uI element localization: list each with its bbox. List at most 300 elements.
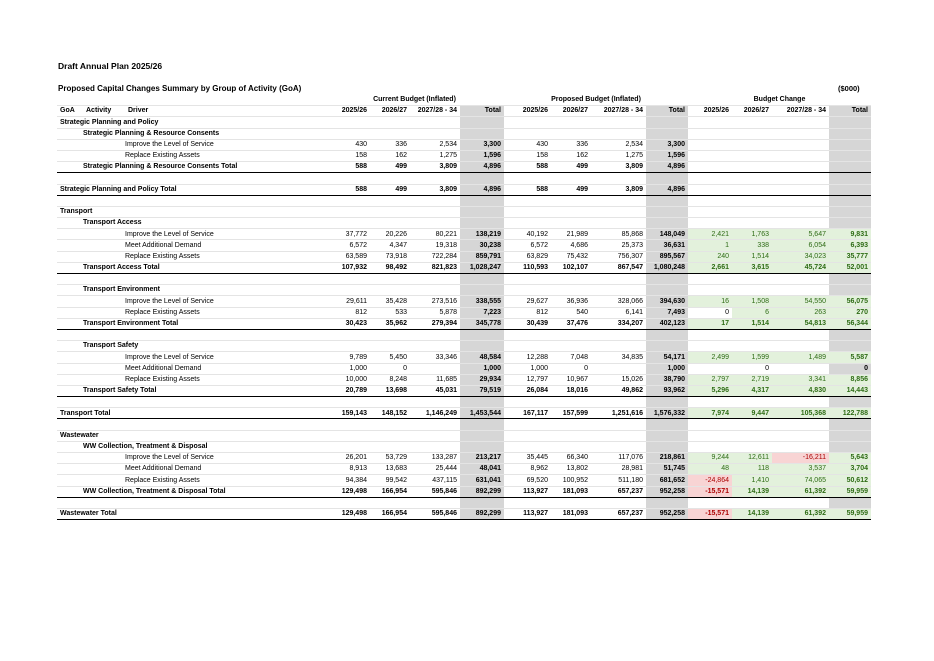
empty-cell — [829, 117, 871, 128]
empty-cell — [325, 341, 370, 352]
blank-row — [57, 274, 871, 285]
current-budget-cell: 533 — [370, 307, 410, 318]
goa-total-row — [57, 184, 871, 195]
budget-change-cell — [732, 162, 772, 173]
budget-change-cell — [688, 139, 732, 150]
current-budget-cell: 1,028,247 — [460, 262, 504, 273]
empty-cell — [732, 117, 772, 128]
empty-cell — [325, 397, 370, 408]
proposed-budget-cell: 4,896 — [646, 184, 688, 195]
budget-change-cell: 2,421 — [688, 229, 732, 240]
empty-cell — [732, 329, 772, 340]
column-header: Activity — [83, 106, 125, 117]
empty-cell — [688, 441, 732, 452]
group-header-row — [57, 95, 871, 106]
current-budget-cell: 3,300 — [460, 139, 504, 150]
budget-change-cell: 5,296 — [688, 385, 732, 396]
proposed-budget-cell: 167,117 — [504, 408, 551, 419]
row-label: Transport Environment Total — [57, 318, 325, 329]
empty-cell — [370, 195, 410, 206]
proposed-budget-cell: 18,016 — [551, 385, 591, 396]
proposed-budget-cell: 681,652 — [646, 475, 688, 486]
budget-change-cell: 9,831 — [829, 229, 871, 240]
goa-row — [57, 206, 871, 217]
proposed-budget-cell: 1,251,616 — [591, 408, 646, 419]
proposed-budget-cell: 54,171 — [646, 352, 688, 363]
proposed-budget-cell: 657,237 — [591, 486, 646, 497]
empty-cell — [325, 195, 370, 206]
empty-cell — [688, 195, 732, 206]
capital-changes-table — [57, 95, 871, 520]
proposed-budget-cell: 49,862 — [591, 385, 646, 396]
empty-cell — [591, 173, 646, 184]
current-budget-cell: 53,729 — [370, 453, 410, 464]
empty-cell — [57, 173, 83, 184]
empty-cell — [688, 173, 732, 184]
empty-cell — [460, 285, 504, 296]
empty-cell — [83, 274, 125, 285]
budget-change-cell: 4,317 — [732, 385, 772, 396]
empty-cell — [646, 218, 688, 229]
empty-cell — [829, 497, 871, 508]
empty-cell — [410, 274, 460, 285]
budget-change-cell: 338 — [732, 240, 772, 251]
activity-label: Transport Safety — [57, 341, 325, 352]
row-label: Improve the Level of Service — [57, 296, 325, 307]
empty-cell — [460, 341, 504, 352]
empty-cell — [591, 329, 646, 340]
goa-row — [57, 430, 871, 441]
empty-cell — [646, 195, 688, 206]
row-label: Meet Additional Demand — [57, 240, 325, 251]
budget-change-cell: 59,959 — [829, 486, 871, 497]
current-budget-cell: 5,450 — [370, 352, 410, 363]
budget-change-cell: 17 — [688, 318, 732, 329]
empty-cell — [504, 128, 551, 139]
report-subtitle: Proposed Capital Changes Summary by Group of Activity (GoA) — [58, 84, 302, 93]
empty-cell — [732, 173, 772, 184]
activity-total-row — [57, 385, 871, 396]
empty-cell — [504, 173, 551, 184]
proposed-budget-cell: 29,627 — [504, 296, 551, 307]
empty-cell — [646, 341, 688, 352]
current-budget-cell: 6,572 — [325, 240, 370, 251]
budget-change-cell: 54,813 — [772, 318, 829, 329]
row-label: Transport Safety Total — [57, 385, 325, 396]
column-header: 2026/27 — [370, 106, 410, 117]
empty-cell — [370, 430, 410, 441]
empty-cell — [83, 329, 125, 340]
empty-cell — [83, 397, 125, 408]
budget-change-cell: 1,514 — [732, 318, 772, 329]
empty-cell — [829, 128, 871, 139]
current-budget-cell: 279,394 — [410, 318, 460, 329]
budget-change-cell — [772, 162, 829, 173]
budget-change-cell: 1,508 — [732, 296, 772, 307]
current-budget-cell: 166,954 — [370, 508, 410, 519]
empty-cell — [688, 397, 732, 408]
column-header-row — [57, 106, 871, 117]
empty-cell — [83, 173, 125, 184]
current-budget-cell: 7,223 — [460, 307, 504, 318]
budget-change-cell: 9,244 — [688, 453, 732, 464]
empty-cell — [732, 285, 772, 296]
empty-cell — [551, 329, 591, 340]
budget-change-cell: 52,001 — [829, 262, 871, 273]
proposed-budget-cell: 499 — [551, 184, 591, 195]
budget-change-cell — [688, 150, 732, 161]
driver-row — [57, 139, 871, 150]
proposed-budget-cell: 113,927 — [504, 486, 551, 497]
empty-cell — [772, 497, 829, 508]
proposed-budget-cell: 66,340 — [551, 453, 591, 464]
budget-change-cell: 105,368 — [772, 408, 829, 419]
empty-cell — [504, 397, 551, 408]
proposed-budget-cell: 511,180 — [591, 475, 646, 486]
budget-change-cell: 56,344 — [829, 318, 871, 329]
budget-change-cell: 118 — [732, 464, 772, 475]
current-budget-cell: 1,146,249 — [410, 408, 460, 419]
budget-change-cell: 3,704 — [829, 464, 871, 475]
empty-cell — [325, 206, 370, 217]
driver-row — [57, 374, 871, 385]
proposed-budget-cell: 69,520 — [504, 475, 551, 486]
current-budget-cell: 1,000 — [460, 363, 504, 374]
proposed-budget-cell: 7,048 — [551, 352, 591, 363]
current-budget-cell: 98,492 — [370, 262, 410, 273]
empty-cell — [772, 397, 829, 408]
current-budget-cell: 9,789 — [325, 352, 370, 363]
activity-label: WW Collection, Treatment & Disposal — [57, 441, 325, 452]
proposed-budget-cell: 37,476 — [551, 318, 591, 329]
empty-cell — [551, 206, 591, 217]
budget-change-cell: 1,514 — [732, 251, 772, 262]
goa-label: Wastewater — [57, 430, 325, 441]
budget-change-cell: 263 — [772, 307, 829, 318]
empty-cell — [591, 218, 646, 229]
current-budget-cell: 3,809 — [410, 162, 460, 173]
empty-cell — [829, 430, 871, 441]
activity-total-row — [57, 262, 871, 273]
budget-change-cell: 0 — [688, 307, 732, 318]
proposed-budget-cell — [591, 363, 646, 374]
current-budget-cell: 26,201 — [325, 453, 370, 464]
proposed-budget-cell: 895,567 — [646, 251, 688, 262]
column-header: 2025/26 — [688, 106, 732, 117]
column-header: Total — [646, 106, 688, 117]
empty-cell — [772, 206, 829, 217]
empty-cell — [57, 497, 83, 508]
proposed-budget-cell: 4,896 — [646, 162, 688, 173]
budget-change-cell: 4,830 — [772, 385, 829, 396]
current-budget-cell: 129,498 — [325, 486, 370, 497]
empty-cell — [591, 195, 646, 206]
budget-change-cell: 5,647 — [772, 229, 829, 240]
activity-total-row — [57, 318, 871, 329]
proposed-budget-cell: 28,981 — [591, 464, 646, 475]
proposed-budget-cell: 657,237 — [591, 508, 646, 519]
budget-change-cell: 2,499 — [688, 352, 732, 363]
driver-row — [57, 251, 871, 262]
empty-cell — [504, 218, 551, 229]
empty-cell — [646, 117, 688, 128]
empty-cell — [688, 128, 732, 139]
row-label: Replace Existing Assets — [57, 307, 325, 318]
current-budget-cell: 2,534 — [410, 139, 460, 150]
empty-cell — [688, 218, 732, 229]
activity-total-row — [57, 486, 871, 497]
units-label: ($000) — [838, 84, 860, 93]
current-budget-cell: 45,031 — [410, 385, 460, 396]
budget-change-cell: 5,643 — [829, 453, 871, 464]
empty-cell — [772, 419, 829, 430]
empty-cell — [325, 430, 370, 441]
activity-label: Strategic Planning & Resource Consents — [57, 128, 325, 139]
empty-cell — [504, 329, 551, 340]
proposed-budget-cell: 4,686 — [551, 240, 591, 251]
empty-cell — [551, 497, 591, 508]
empty-cell — [125, 329, 325, 340]
current-budget-cell: 437,115 — [410, 475, 460, 486]
proposed-budget-cell: 34,835 — [591, 352, 646, 363]
current-budget-cell: 10,000 — [325, 374, 370, 385]
empty-cell — [688, 206, 732, 217]
empty-cell — [772, 117, 829, 128]
empty-cell — [732, 397, 772, 408]
current-budget-cell: 892,299 — [460, 486, 504, 497]
empty-cell — [410, 341, 460, 352]
proposed-budget-cell: 588 — [504, 184, 551, 195]
current-budget-cell: 37,772 — [325, 229, 370, 240]
empty-cell — [504, 341, 551, 352]
empty-cell — [772, 128, 829, 139]
proposed-budget-cell: 100,952 — [551, 475, 591, 486]
empty-cell — [370, 206, 410, 217]
budget-change-cell: 5,587 — [829, 352, 871, 363]
column-header: 2027/28 - 34 — [410, 106, 460, 117]
column-header: 2025/26 — [325, 106, 370, 117]
proposed-budget-cell: 30,439 — [504, 318, 551, 329]
activity-row — [57, 341, 871, 352]
proposed-budget-cell: 3,809 — [591, 162, 646, 173]
row-label: Meet Additional Demand — [57, 464, 325, 475]
proposed-budget-cell: 328,066 — [591, 296, 646, 307]
proposed-budget-cell: 1,576,332 — [646, 408, 688, 419]
budget-change-cell: 6,054 — [772, 240, 829, 251]
current-budget-cell: 11,685 — [410, 374, 460, 385]
current-budget-cell: 94,384 — [325, 475, 370, 486]
driver-row — [57, 296, 871, 307]
empty-cell — [370, 397, 410, 408]
current-budget-cell: 63,589 — [325, 251, 370, 262]
proposed-budget-cell: 588 — [504, 162, 551, 173]
budget-change-cell: -15,571 — [688, 508, 732, 519]
current-budget-cell: 273,516 — [410, 296, 460, 307]
empty-cell — [829, 206, 871, 217]
budget-change-cell — [772, 150, 829, 161]
empty-cell — [410, 441, 460, 452]
empty-cell — [732, 218, 772, 229]
proposed-budget-cell: 15,026 — [591, 374, 646, 385]
empty-cell — [688, 274, 732, 285]
empty-cell — [410, 206, 460, 217]
activity-label: Transport Environment — [57, 285, 325, 296]
empty-cell — [732, 274, 772, 285]
current-budget-cell: 4,347 — [370, 240, 410, 251]
empty-cell — [688, 497, 732, 508]
empty-cell — [829, 218, 871, 229]
current-budget-cell: 33,346 — [410, 352, 460, 363]
empty-cell — [688, 419, 732, 430]
empty-cell — [551, 117, 591, 128]
blank-row — [57, 195, 871, 206]
empty-cell — [591, 206, 646, 217]
budget-change-cell — [732, 150, 772, 161]
empty-cell — [688, 430, 732, 441]
current-budget-cell: 162 — [370, 150, 410, 161]
empty-cell — [410, 430, 460, 441]
current-budget-cell: 29,934 — [460, 374, 504, 385]
proposed-budget-cell: 394,630 — [646, 296, 688, 307]
empty-cell — [370, 497, 410, 508]
empty-cell — [460, 128, 504, 139]
current-budget-cell: 5,878 — [410, 307, 460, 318]
empty-cell — [591, 117, 646, 128]
row-label: Strategic Planning & Resource Consents Total — [57, 162, 325, 173]
empty-cell — [460, 419, 504, 430]
budget-change-cell: 14,139 — [732, 486, 772, 497]
budget-change-cell: 1,599 — [732, 352, 772, 363]
current-budget-cell: 13,698 — [370, 385, 410, 396]
proposed-budget-cell: 867,547 — [591, 262, 646, 273]
proposed-budget-cell: 13,802 — [551, 464, 591, 475]
driver-row — [57, 464, 871, 475]
budget-change-cell: 6 — [732, 307, 772, 318]
budget-change-cell — [772, 139, 829, 150]
empty-cell — [410, 397, 460, 408]
proposed-budget-cell: 2,534 — [591, 139, 646, 150]
budget-change-cell: 34,023 — [772, 251, 829, 262]
current-budget-cell: 20,789 — [325, 385, 370, 396]
goa-row — [57, 117, 871, 128]
proposed-budget-cell: 540 — [551, 307, 591, 318]
proposed-budget-cell: 85,868 — [591, 229, 646, 240]
budget-change-cell: 12,611 — [732, 453, 772, 464]
proposed-budget-cell: 6,572 — [504, 240, 551, 251]
column-header: 2027/28 - 34 — [591, 106, 646, 117]
row-label: Meet Additional Demand — [57, 363, 325, 374]
current-budget-cell: 0 — [370, 363, 410, 374]
empty-cell — [732, 441, 772, 452]
activity-row — [57, 441, 871, 452]
proposed-budget-cell: 334,207 — [591, 318, 646, 329]
budget-change-cell: 9,447 — [732, 408, 772, 419]
empty-cell — [504, 441, 551, 452]
empty-cell — [370, 274, 410, 285]
current-budget-cell: 159,143 — [325, 408, 370, 419]
empty-cell — [460, 117, 504, 128]
proposed-budget-cell: 148,049 — [646, 229, 688, 240]
current-budget-cell: 148,152 — [370, 408, 410, 419]
empty-cell — [370, 341, 410, 352]
budget-change-header: Budget Change — [688, 95, 871, 106]
row-label: Replace Existing Assets — [57, 475, 325, 486]
budget-change-cell: 59,959 — [829, 508, 871, 519]
empty-cell — [772, 329, 829, 340]
current-budget-cell: 8,913 — [325, 464, 370, 475]
empty-cell — [460, 430, 504, 441]
blank-row — [57, 173, 871, 184]
budget-change-cell: 0 — [829, 363, 871, 374]
budget-change-cell: 2,661 — [688, 262, 732, 273]
empty-cell — [829, 419, 871, 430]
current-budget-cell: 3,809 — [410, 184, 460, 195]
budget-change-cell: -15,571 — [688, 486, 732, 497]
budget-change-cell: 1,763 — [732, 229, 772, 240]
proposed-budget-cell: 25,373 — [591, 240, 646, 251]
column-header: 2026/27 — [732, 106, 772, 117]
empty-cell — [551, 173, 591, 184]
budget-change-cell: 0 — [732, 363, 772, 374]
proposed-budget-cell: 1,000 — [646, 363, 688, 374]
proposed-budget-cell: 1,275 — [591, 150, 646, 161]
goa-total-row — [57, 408, 871, 419]
goa-label: Strategic Planning and Policy — [57, 117, 325, 128]
budget-change-cell: 14,139 — [732, 508, 772, 519]
current-budget-cell: 30,238 — [460, 240, 504, 251]
empty-cell — [732, 128, 772, 139]
proposed-budget-cell: 3,809 — [591, 184, 646, 195]
budget-change-cell: 35,777 — [829, 251, 871, 262]
current-budget-header: Current Budget (Inflated) — [325, 95, 504, 106]
proposed-budget-cell: 1,596 — [646, 150, 688, 161]
budget-change-cell — [829, 184, 871, 195]
budget-change-cell: 56,075 — [829, 296, 871, 307]
current-budget-cell: 107,932 — [325, 262, 370, 273]
driver-row — [57, 352, 871, 363]
column-header: Driver — [125, 106, 325, 117]
column-header: Total — [460, 106, 504, 117]
budget-change-cell: 6,393 — [829, 240, 871, 251]
row-label: Replace Existing Assets — [57, 374, 325, 385]
proposed-budget-cell: 63,829 — [504, 251, 551, 262]
current-budget-cell: 812 — [325, 307, 370, 318]
empty-cell — [688, 285, 732, 296]
proposed-budget-cell: 110,593 — [504, 262, 551, 273]
budget-change-cell — [829, 139, 871, 150]
blank-row — [57, 397, 871, 408]
current-budget-cell: 13,683 — [370, 464, 410, 475]
row-label: Improve the Level of Service — [57, 352, 325, 363]
empty-cell — [646, 497, 688, 508]
empty-cell — [829, 195, 871, 206]
empty-cell — [829, 173, 871, 184]
proposed-budget-cell: 93,962 — [646, 385, 688, 396]
empty-cell — [829, 285, 871, 296]
current-budget-cell: 20,226 — [370, 229, 410, 240]
empty-cell — [325, 218, 370, 229]
current-budget-cell: 892,299 — [460, 508, 504, 519]
empty-cell — [646, 274, 688, 285]
budget-change-cell — [772, 363, 829, 374]
proposed-budget-cell: 1,000 — [504, 363, 551, 374]
budget-change-cell: 14,443 — [829, 385, 871, 396]
current-budget-cell: 80,221 — [410, 229, 460, 240]
current-budget-cell: 631,041 — [460, 475, 504, 486]
proposed-budget-cell: 38,790 — [646, 374, 688, 385]
current-budget-cell — [410, 363, 460, 374]
driver-row — [57, 240, 871, 251]
